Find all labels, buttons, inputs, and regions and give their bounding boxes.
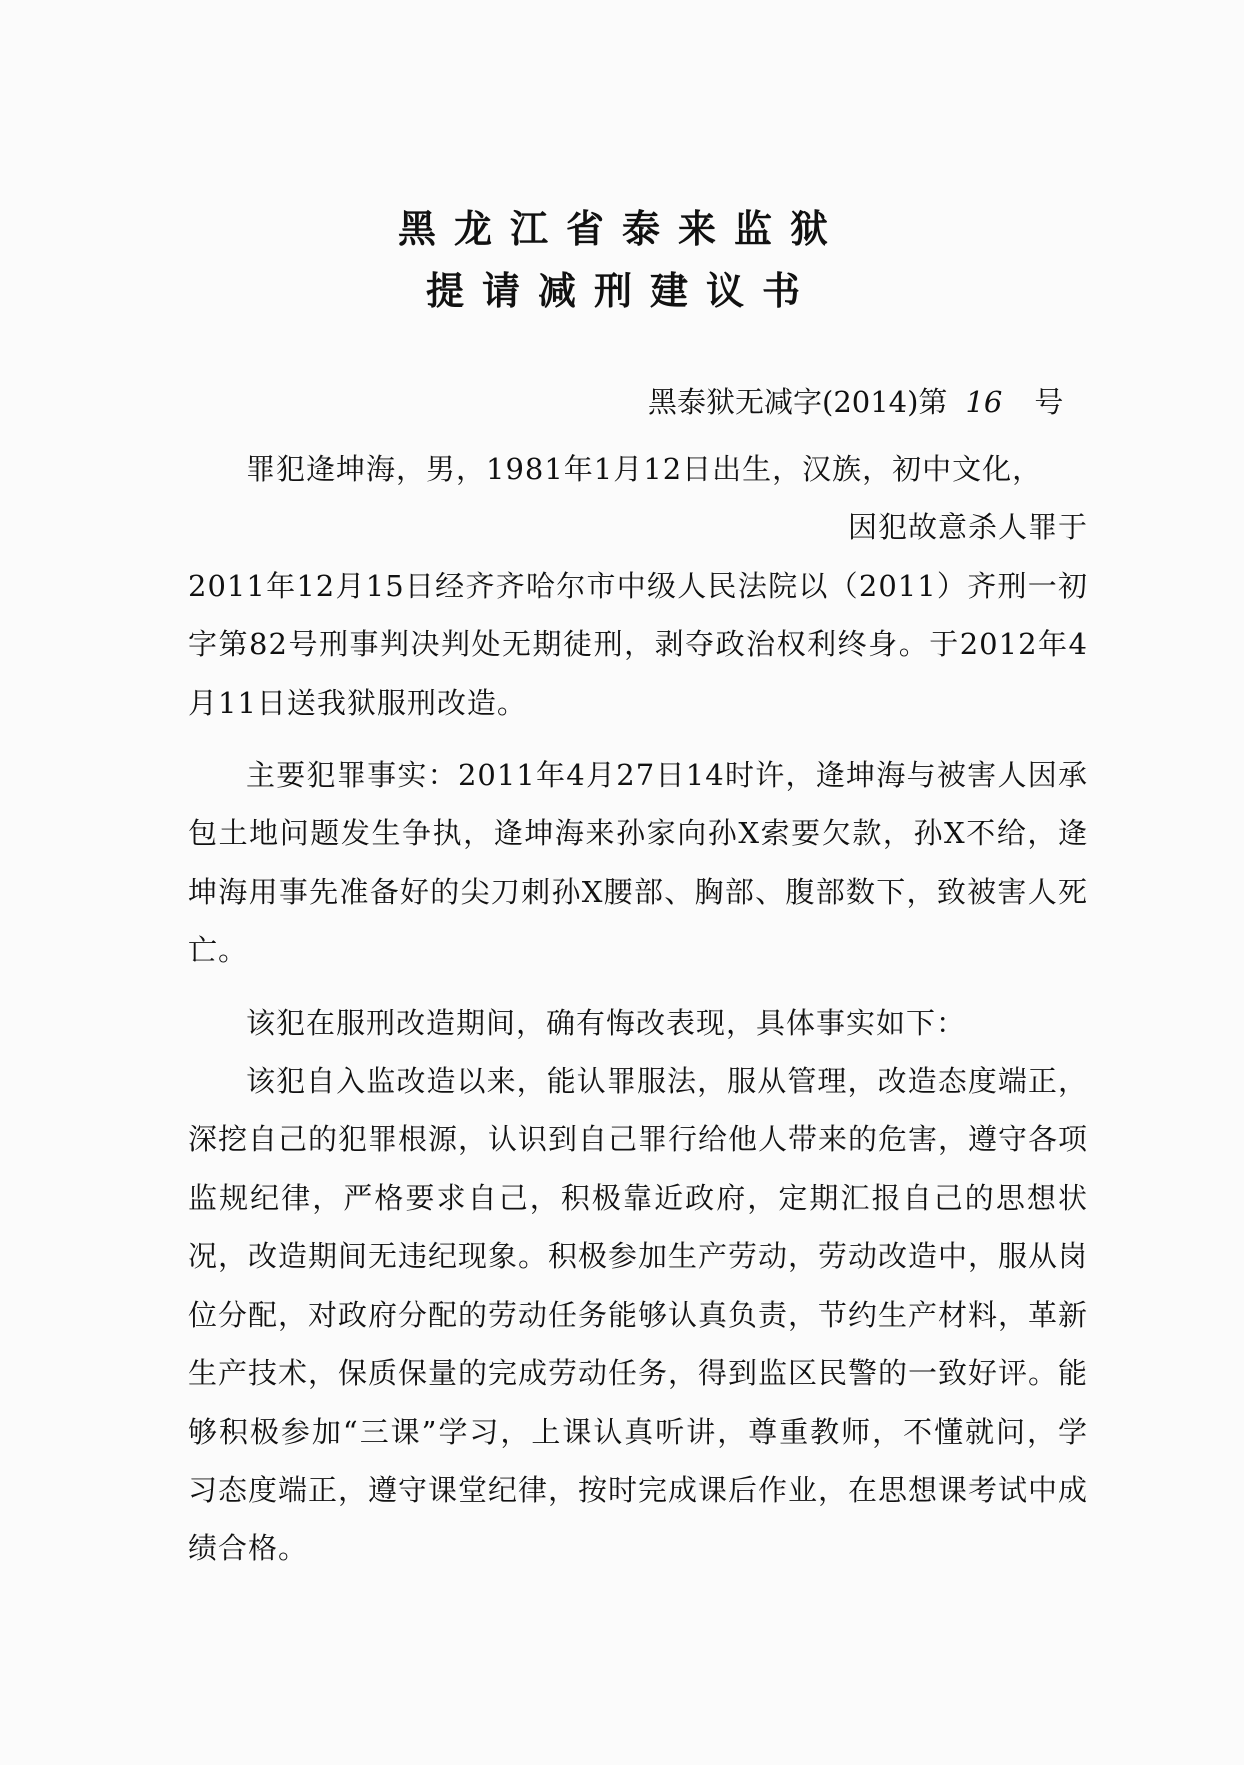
paragraph-conduct: 该犯自入监改造以来，能认罪服法，服从管理，改造态度端正，深挖自己的犯罪根源，认识到自己罪行给他人带来的危害，遵守各项监规纪律，严格要求自己，积极靠近政府，定期汇报自己的思想状况，改造期间无违纪现象。积极参加生产劳动，劳动改造中，服从岗位分配，对政府分配的劳动任务能够认真负责，节约生产材料，革新生产技术，保质保量的完成劳动任务，得到监区民警的一致好评。能够积极参加“三课”学习，上课认真听讲，尊重教师，不懂就问，学习态度端正，遵守课堂纪律，按时完成课后作业，在思想课考试中成绩合格。 <box>188 1064 1089 1566</box>
paragraph-crime-facts: 主要犯罪事实：2011年4月27日14时许，逄坤海与被害人因承包土地问题发生争执，逄坤海来孙家向孙X索要欠款，孙X不给，逄坤海用事先准备好的尖刀刺孙X腰部、胸部、腹部数下，致被害人死亡。 <box>188 758 1088 968</box>
document-body <box>188 440 1088 1578</box>
document-number-prefix: 黑泰狱无减字(2014)第 <box>648 385 948 419</box>
document-title <box>0 198 1244 322</box>
title-line-1: 黑龙江省泰来监狱 <box>397 207 846 251</box>
paragraph-prisoner-info: 罪犯逄坤海，男，1981年1月12日出生，汉族，初中文化， <box>246 452 1043 486</box>
document-number-suffix: 号 <box>1034 385 1064 419</box>
document-number-value: 16 <box>965 385 1003 419</box>
paragraph-sentence: 2011年12月15日经齐齐哈尔市中级人民法院以（2011）齐刑一初字第82号刑事判决判处无期徒刑，剥夺政治权利终身。于2012年4月11日送我狱服刑改造。 <box>188 568 1088 720</box>
document-number <box>648 382 1078 422</box>
paragraph-repentance-intro: 该犯在服刑改造期间，确有悔改表现，具体事实如下： <box>246 1005 967 1040</box>
paragraph-crime-line: 因犯故意杀人罪于 <box>847 510 1088 545</box>
title-line-2: 提请减刑建议书 <box>425 269 818 313</box>
